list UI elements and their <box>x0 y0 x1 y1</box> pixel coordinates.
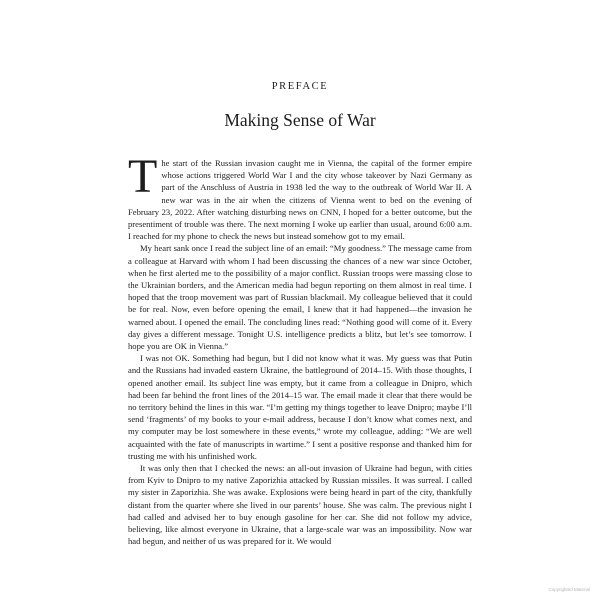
paragraph-4: It was only then that I checked the news: an all-out invasion of Ukraine had begun, with cities from Kyiv to Dnipro to my native Zaporizhia attacked by Russian missiles. It was surreal. I called my sister in Zaporizhia. She was awake. Explosions were being heard in part of the city, thankfully distant from the quarter where she lived in our parents’ house. She was calm. The previous night I had called and advised her to buy enough gasoline for her car. She did not follow my advice, believing, like almost everyone in Ukraine, that a large-scale war was an impossibility. Now war had begun, and neither of us was prepared for it. We would <box>128 463 472 547</box>
copyright-watermark: Copyrighted Material <box>548 587 590 592</box>
drop-cap: T <box>128 150 158 203</box>
section-label: PREFACE <box>271 81 329 92</box>
paragraph-1-text: he start of the Russian invasion caught me in Vienna, the capital of the former empire whose actions triggered World War I and the city whose takeover by Nazi Germany as part of the Anschluss of Austria in 1938 led the way to the outbreak of World War II. A new war was in the air when the citizens of Vienna went to bed on the evening of February 23, 2022. After watching disturbing news on CNN, I hoped for a better outcome, but the presentiment of trouble was there. The next morning I woke up earlier than usual, around 6:00 a.m. I reached for my phone to check the news but instead somehow got to my email. <box>128 158 472 242</box>
paragraph-2: My heart sank once I read the subject line of an email: “My goodness.” The message came from a colleague at Harvard with whom I had been discussing the chances of a new war since October, when he first alerted me to the possibility of a major conflict. Russian troops were massing close to the Ukrainian borders, and the American media had begun reporting on them almost in real time. I hoped that the troop movement was part of Russian blackmail. My colleague believed that it could be for real. Now, even before opening the email, I knew that it had happened—the invasion he warned about. I opened the email. The concluding lines read: “Nothing good will come of it. Every day gives a different message. Tonight U.S. intelligence predicts a blitz, but let’s see tomorrow. I hope you are OK in Vienna.” <box>128 243 472 352</box>
paragraph-1 <box>128 150 472 242</box>
paragraph-3: I was not OK. Something had begun, but I did not know what it was. My guess was that Putin and the Russians had invaded eastern Ukraine, the battleground of 2014–15. With those thoughts, I opened another email. Its subject line was empty, but it came from a colleague in Dnipro, which had been far behind the front lines of the 2014–15 war. The email made it clear that there would be no territory behind the lines in this war. “I’m getting my things together to leave Dnipro; maybe I’ll send ‘fragments’ of my books to your e-mail address, because I don’t know what comes next, and my computer may be lost somewhere in these events,” wrote my colleague, adding: “We are well acquainted with the fate of manuscripts in wartime.” I sent a positive response and thanked him for trusting me with his unfinished work. <box>128 353 472 461</box>
chapter-title: Making Sense of War <box>224 110 376 130</box>
body-text <box>128 150 472 548</box>
